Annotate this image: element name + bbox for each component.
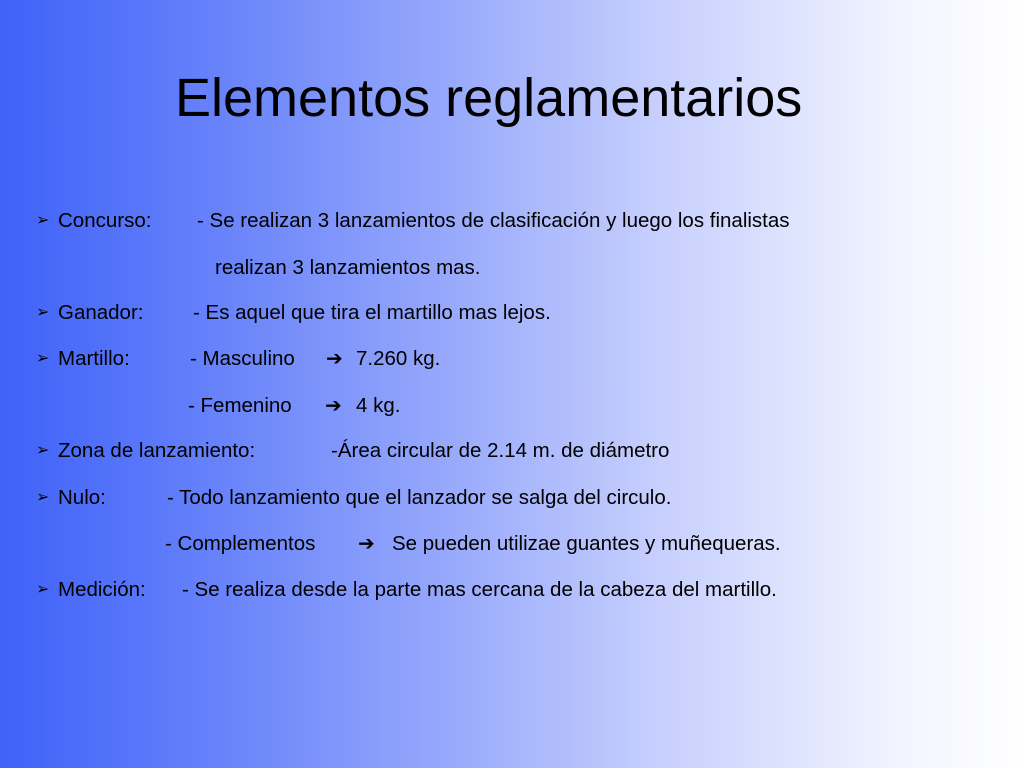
item-description-head: - Masculino xyxy=(190,347,295,370)
slide-title: Elementos reglamentarios xyxy=(175,68,803,128)
item-label: Ganador: xyxy=(58,301,144,324)
item-label: Martillo: xyxy=(58,347,130,370)
item-continuation-tail: 4 kg. xyxy=(356,394,401,417)
item-description: - Es aquel que tira el martillo mas lejos. xyxy=(193,301,551,324)
item-label: Nulo: xyxy=(58,486,106,509)
bullet-arrow-icon: ➢ xyxy=(36,581,50,598)
bullet-arrow-icon: ➢ xyxy=(36,212,50,229)
bullet-arrow-icon: ➢ xyxy=(36,442,50,459)
item-description: -Área circular de 2.14 m. de diámetro xyxy=(331,439,670,462)
item-description: - Todo lanzamiento que el lanzador se salga del circulo. xyxy=(167,486,672,509)
item-description: - Se realizan 3 lanzamientos de clasificación y luego los finalistas xyxy=(197,209,790,232)
right-arrow-icon: ➔ xyxy=(358,533,375,555)
item-continuation-head: - Complementos xyxy=(165,532,316,555)
item-continuation-tail: Se pueden utilizae guantes y muñequeras. xyxy=(392,532,781,555)
item-label: Concurso: xyxy=(58,209,152,232)
bullet-arrow-icon: ➢ xyxy=(36,489,50,506)
item-label: Zona de lanzamiento: xyxy=(58,439,256,462)
item-description: - Se realiza desde la parte mas cercana de la cabeza del martillo. xyxy=(182,578,777,601)
right-arrow-icon: ➔ xyxy=(325,395,342,417)
list-item-continuation xyxy=(215,255,481,281)
item-description-tail: 7.260 kg. xyxy=(356,347,441,370)
item-continuation-text: realizan 3 lanzamientos mas. xyxy=(215,256,481,279)
bullet-arrow-icon: ➢ xyxy=(36,350,50,367)
right-arrow-icon: ➔ xyxy=(326,348,343,370)
item-continuation-head: - Femenino xyxy=(188,394,292,417)
bullet-arrow-icon: ➢ xyxy=(36,304,50,321)
item-label: Medición: xyxy=(58,578,146,601)
